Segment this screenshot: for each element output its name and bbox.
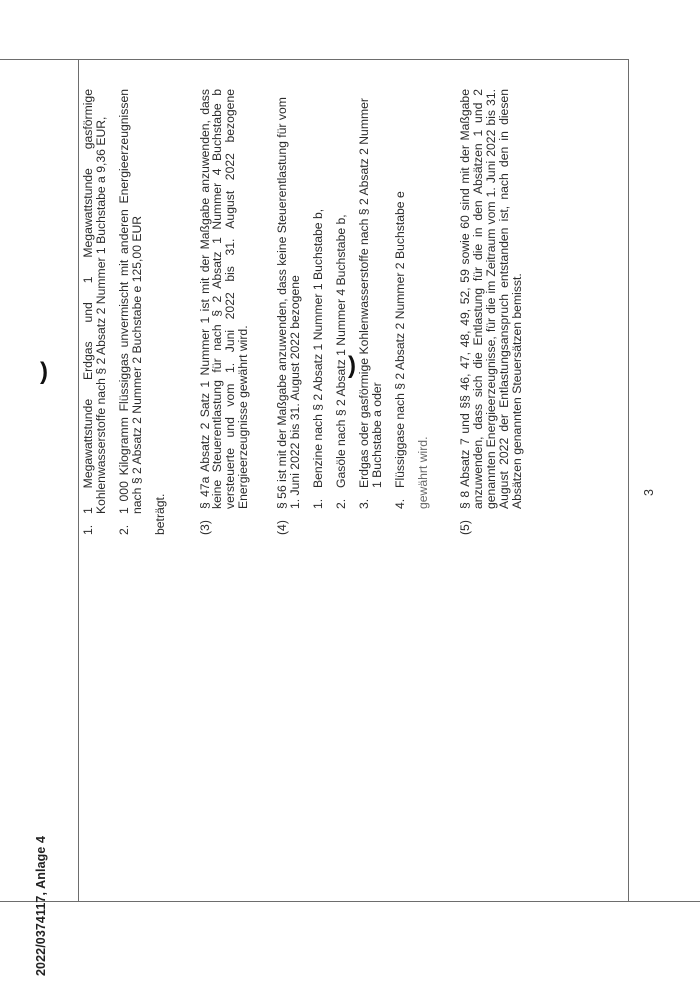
paragraph-text: § 8 Absatz 7 und §§ 46, 47, 48, 49, 52, 59 sowie 60 sind mit der Maßgabe anzuwenden, dass sich die Entlastung für die in den Absätzen 1 und 2 genannten Energieerzeugnisse, für die im Zeitraum vom 1. Juni 2022 bis 31. August 2022 der Entlastungsanspruch entstanden ist, nach den in diesen Absätzen genannten Steuersätzen bemisst.	[458, 89, 525, 509]
table-bottom-rule	[628, 59, 629, 902]
paragraph-text: § 47a Absatz 2 Satz 1 Nummer 1 ist mit der Maßgabe anzuwenden, dass keine Steuerentlastung für nach § 2 Absatz 1 Nummer 4 Buchstabe b versteuerte und vom 1. Juni 2022 bis 31. August 2022 bezogene Energieerzeugnisse gewährt wird.	[197, 89, 251, 509]
left-margin-rule	[0, 901, 700, 902]
list-item-4-4	[394, 89, 407, 509]
list-text: 1 Megawattstunde Erdgas und 1 Megawattstunde gasförmige Kohlenwasserstoffe nach § 2 Absatz 2 Nummer 1 Buchstabe a 9,36 EUR,	[81, 89, 108, 514]
list-number: 2.	[116, 524, 131, 535]
right-margin-rule	[0, 59, 628, 60]
paragraph-3	[199, 89, 251, 535]
list-number: 1.	[310, 498, 325, 509]
paragraph-4	[276, 89, 302, 535]
document-reference: 2022/0374117, Anlage 4	[34, 835, 48, 976]
paragraph-number: (3)	[197, 520, 212, 535]
clause-ending: beträgt.	[152, 493, 167, 535]
list-text: Erdgas oder gasförmige Kohlenwasserstoffe nach § 2 Absatz 2 Nummer 1 Buchstabe a oder	[356, 98, 384, 488]
paragraph-text: § 56 ist mit der Maßgabe anzuwenden, dass keine Steuerentlastung für vom 1. Juni 2022 bis 31. August 2022 bezogene	[275, 97, 303, 509]
page-number: 3	[642, 489, 656, 496]
list-item-4-2	[335, 89, 348, 509]
list-text: Flüssiggase nach § 2 Absatz 2 Nummer 2 Buchstabe e	[392, 191, 407, 488]
list-item-2	[118, 89, 144, 535]
paragraph-number: (5)	[458, 520, 473, 535]
column-divider	[78, 59, 79, 902]
list-text: Gasöle nach § 2 Absatz 1 Nummer 4 Buchstabe b,	[333, 214, 348, 488]
list-number: 4.	[392, 498, 407, 509]
bracket-mark-left: )	[40, 358, 48, 385]
clause-ending: gewährt wird.	[415, 436, 430, 509]
list-number: 2.	[333, 498, 348, 509]
list-item-4-3	[358, 89, 384, 509]
list-number: 1.	[81, 524, 95, 535]
bracket-mark-right: )	[348, 352, 356, 379]
paragraph-number: (4)	[275, 520, 290, 535]
list-item-1	[82, 89, 108, 535]
list-item-4-1	[312, 89, 325, 509]
main-text	[82, 89, 534, 535]
paragraph-5	[459, 89, 524, 535]
list-text: Benzine nach § 2 Absatz 1 Nummer 1 Buchstabe b,	[310, 208, 325, 488]
list-text: 1 000 Kilogramm Flüssiggas unvermischt mit anderen Energieerzeugnissen nach § 2 Absatz 2 Nummer 2 Buchstabe e 125,00 EUR	[116, 89, 144, 514]
list-number: 3.	[356, 498, 371, 509]
